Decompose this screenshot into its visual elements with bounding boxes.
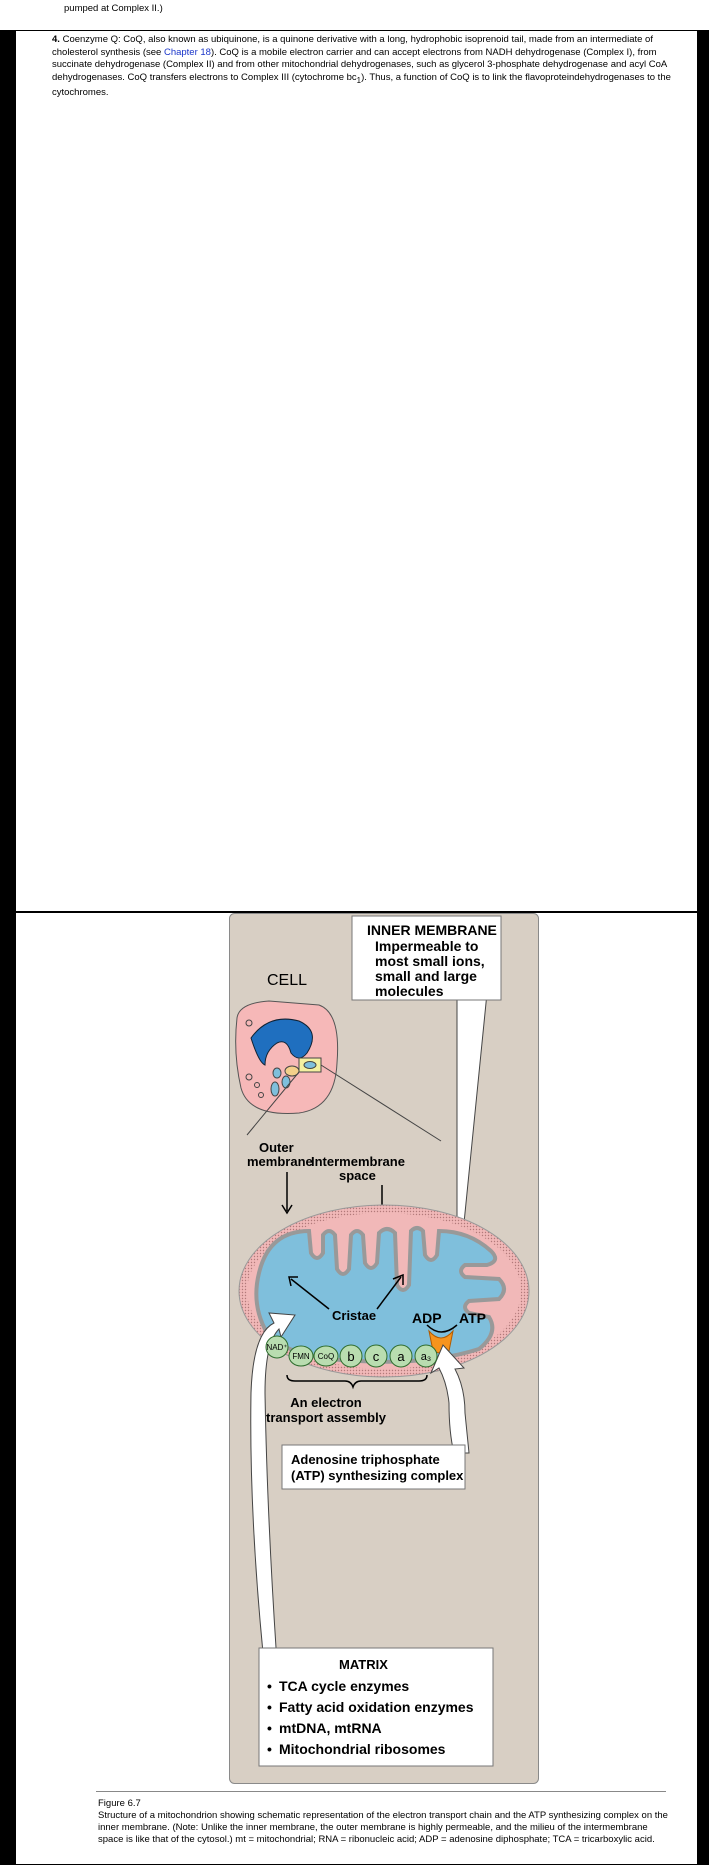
svg-text:CoQ: CoQ [317, 1352, 335, 1361]
text-page [16, 31, 697, 911]
adp-label: ADP [412, 1310, 442, 1326]
inner-membrane-line-4: molecules [375, 983, 444, 999]
mitochondrion-small [271, 1082, 279, 1096]
atp-label: ATP [459, 1310, 486, 1326]
chain-coq [314, 1346, 338, 1366]
previous-text: pumped at Complex II.) [64, 3, 163, 14]
mitochondrion-small [273, 1068, 281, 1078]
matrix-item-2: Fatty acid oxidation enzymes [279, 1699, 474, 1715]
chain-fmn [289, 1346, 313, 1366]
svg-text:b: b [347, 1349, 355, 1364]
svg-text:•: • [267, 1720, 272, 1736]
intermembrane-label-1: Intermembrane [311, 1154, 405, 1169]
mitochondrion-small [282, 1076, 290, 1088]
caption-rule [96, 1791, 666, 1792]
matrix-item-1: TCA cycle enzymes [279, 1678, 410, 1694]
svg-text:c: c [372, 1349, 380, 1364]
atp-complex-line-2: (ATP) synthesizing complex [291, 1468, 464, 1483]
previous-page-fragment [0, 0, 709, 30]
chain-b [340, 1345, 362, 1367]
atp-complex-line-1: Adenosine triphosphate [291, 1452, 440, 1467]
figure-caption [98, 1798, 668, 1846]
item-number: 4. [52, 34, 60, 45]
svg-text:•: • [267, 1699, 272, 1715]
svg-text:NAD⁺: NAD⁺ [266, 1343, 288, 1352]
list-item-coenzyme-q [52, 34, 688, 99]
electron-assembly-label-1: An electron [290, 1395, 362, 1410]
inner-membrane-line-1: Impermeable to [375, 938, 479, 954]
matrix-item-3: mtDNA, mtRNA [279, 1720, 382, 1736]
inner-membrane-line-2: most small ions, [375, 953, 485, 969]
svg-text:•: • [267, 1678, 272, 1694]
item-text-middle: ). CoQ is a mobile electron carrier and can accept electrons from NADH dehydrogenase (Complex I), from succinate dehydrogenase (Complex II) and from other mitochondrial dehydrogenases, such as glycerol 3-phosphate dehydrogenase and acyl CoA dehydrogenases. CoQ transfers electrons to Complex III (cytochrome bc [52, 46, 667, 83]
matrix-item-4: Mitochondrial ribosomes [279, 1741, 446, 1757]
chain-c [365, 1345, 387, 1367]
intermembrane-label-2: space [339, 1168, 376, 1183]
figure-page [16, 913, 697, 1864]
inner-membrane-line-3: small and large [375, 968, 477, 984]
subscript: 1 [356, 75, 362, 85]
caption-title: Figure 6.7 [98, 1798, 141, 1809]
inner-membrane-title: INNER MEMBRANE [367, 922, 497, 938]
item-text-end: ). Thus, a function of CoQ is to link the flavoproteindehydrogenases to the cytochromes. [52, 71, 671, 98]
svg-text:•: • [267, 1741, 272, 1757]
svg-text:a: a [397, 1349, 405, 1364]
chain-nad [266, 1336, 288, 1358]
svg-text:a₃: a₃ [420, 1351, 432, 1363]
matrix-title: MATRIX [339, 1657, 388, 1672]
mitochondrion-small [304, 1062, 316, 1069]
cell-label: CELL [267, 972, 308, 989]
caption-text: Structure of a mitochondrion showing schematic representation of the electron transport chain and the ATP synthesizing complex on the inner membrane. (Note: Unlike the inner membrane, the outer membrane is highly permeable, and the milieu of the intermembrane space is like that of the cytosol.) mt = mitochondrial; RNA = ribonucleic acid; ADP = adenosine diphosphate; TCA = tricarboxylic acid. [98, 1810, 668, 1845]
chapter-link[interactable]: Chapter 18 [163, 46, 211, 58]
inner-membrane [256, 1228, 504, 1362]
cell-body [236, 1001, 338, 1113]
chain-a [390, 1345, 412, 1367]
item-text-start: Coenzyme Q: CoQ, also known as ubiquinone, is a quinone derivative with a long, hydrophobic isoprenoid tail, made from an intermediate of cholesterol synthesis (see [52, 34, 653, 58]
svg-text:FMN: FMN [292, 1352, 310, 1361]
electron-assembly-label-2: transport assembly [266, 1410, 386, 1425]
outer-membrane-label-2: membrane [247, 1154, 313, 1169]
outer-membrane-label-1: Outer [259, 1140, 294, 1155]
chain-a3 [415, 1345, 437, 1367]
cristae-label: Cristae [332, 1308, 377, 1323]
mitochondrion-figure [229, 913, 539, 1784]
